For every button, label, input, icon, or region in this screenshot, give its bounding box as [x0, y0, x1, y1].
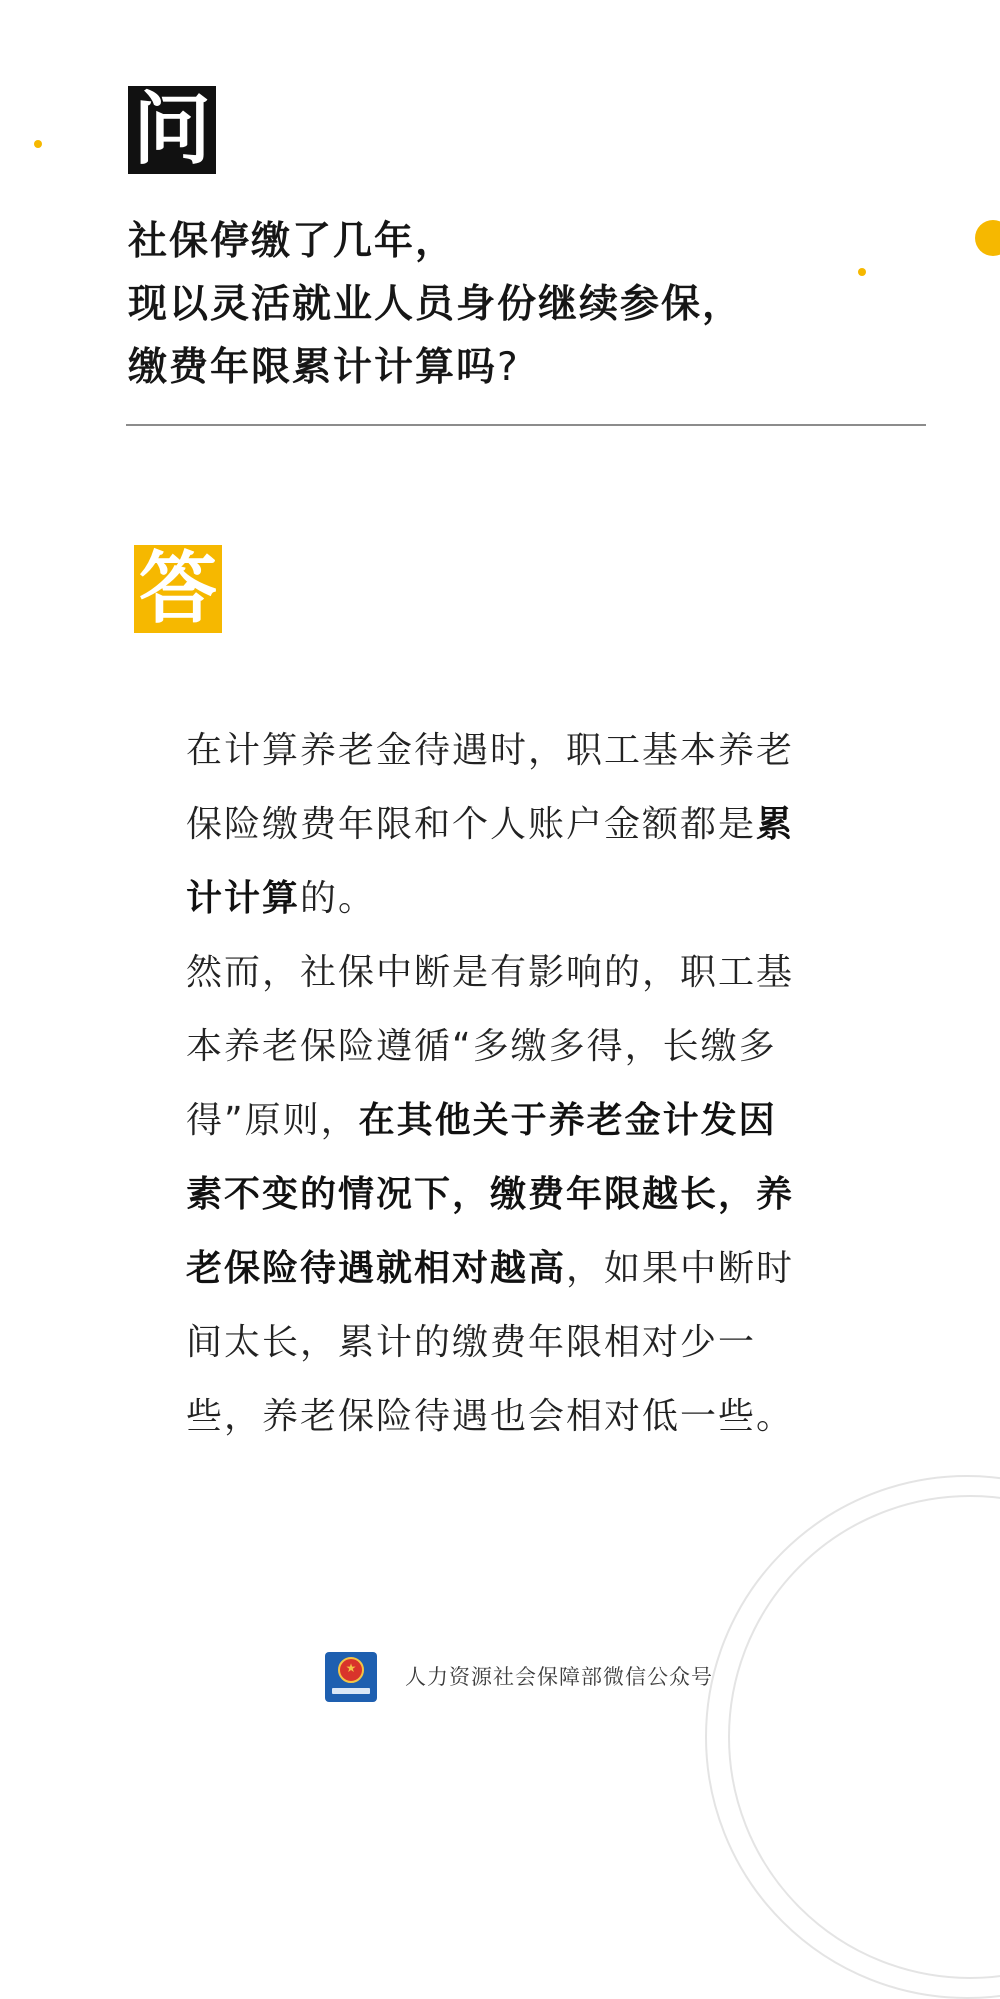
- emblem-seal: ★: [338, 1657, 364, 1683]
- question-badge: 问: [128, 86, 216, 174]
- question-mark: ?: [497, 345, 520, 390]
- decor-dot-left: [34, 140, 42, 148]
- question-line-1: 社保停缴了几年，: [128, 219, 457, 264]
- answer-paragraph-1: [186, 714, 796, 936]
- decor-dot-right-small: [858, 268, 866, 276]
- footer-source-label: 人力资源社会保障部微信公众号: [405, 1665, 713, 1689]
- answer-p1-text: 在计算养老金待遇时，职工基本养老保险缴费年限和个人账户金额都是: [186, 730, 795, 845]
- answer-p2-text: 然而，社保中断是有影响的，职工基本养老保险遵循“多缴多得，长缴多得”原则，: [186, 952, 795, 1141]
- national-emblem-icon: [325, 1652, 377, 1702]
- section-divider: [126, 424, 926, 426]
- question-line-3: [128, 336, 848, 399]
- answer-p2-emphasis: 在其他关于养老金计发因素不变的情况下，缴费年限越长，养老保险待遇就相对越高: [186, 1100, 795, 1289]
- answer-badge: 答: [134, 545, 222, 633]
- emblem-caption-bar: [332, 1688, 370, 1694]
- answer-p1-end: 的。: [300, 878, 377, 919]
- answer-paragraph-2: [186, 936, 796, 1454]
- question-text: [128, 210, 848, 399]
- answer-text: [186, 714, 796, 1454]
- answer-p1-emphasis: 累计计算: [186, 804, 795, 919]
- decor-dot-right-large: [975, 220, 1000, 256]
- question-line-3-text: 缴费年限累计计算吗: [128, 345, 498, 390]
- question-line-2: 现以灵活就业人员身份继续参保，: [128, 282, 744, 327]
- answer-p2-end: ，如果中断时间太长，累计的缴费年限相对少一些，养老保险待遇也会相对低一些。: [186, 1248, 795, 1437]
- footer-source: [325, 1652, 745, 1702]
